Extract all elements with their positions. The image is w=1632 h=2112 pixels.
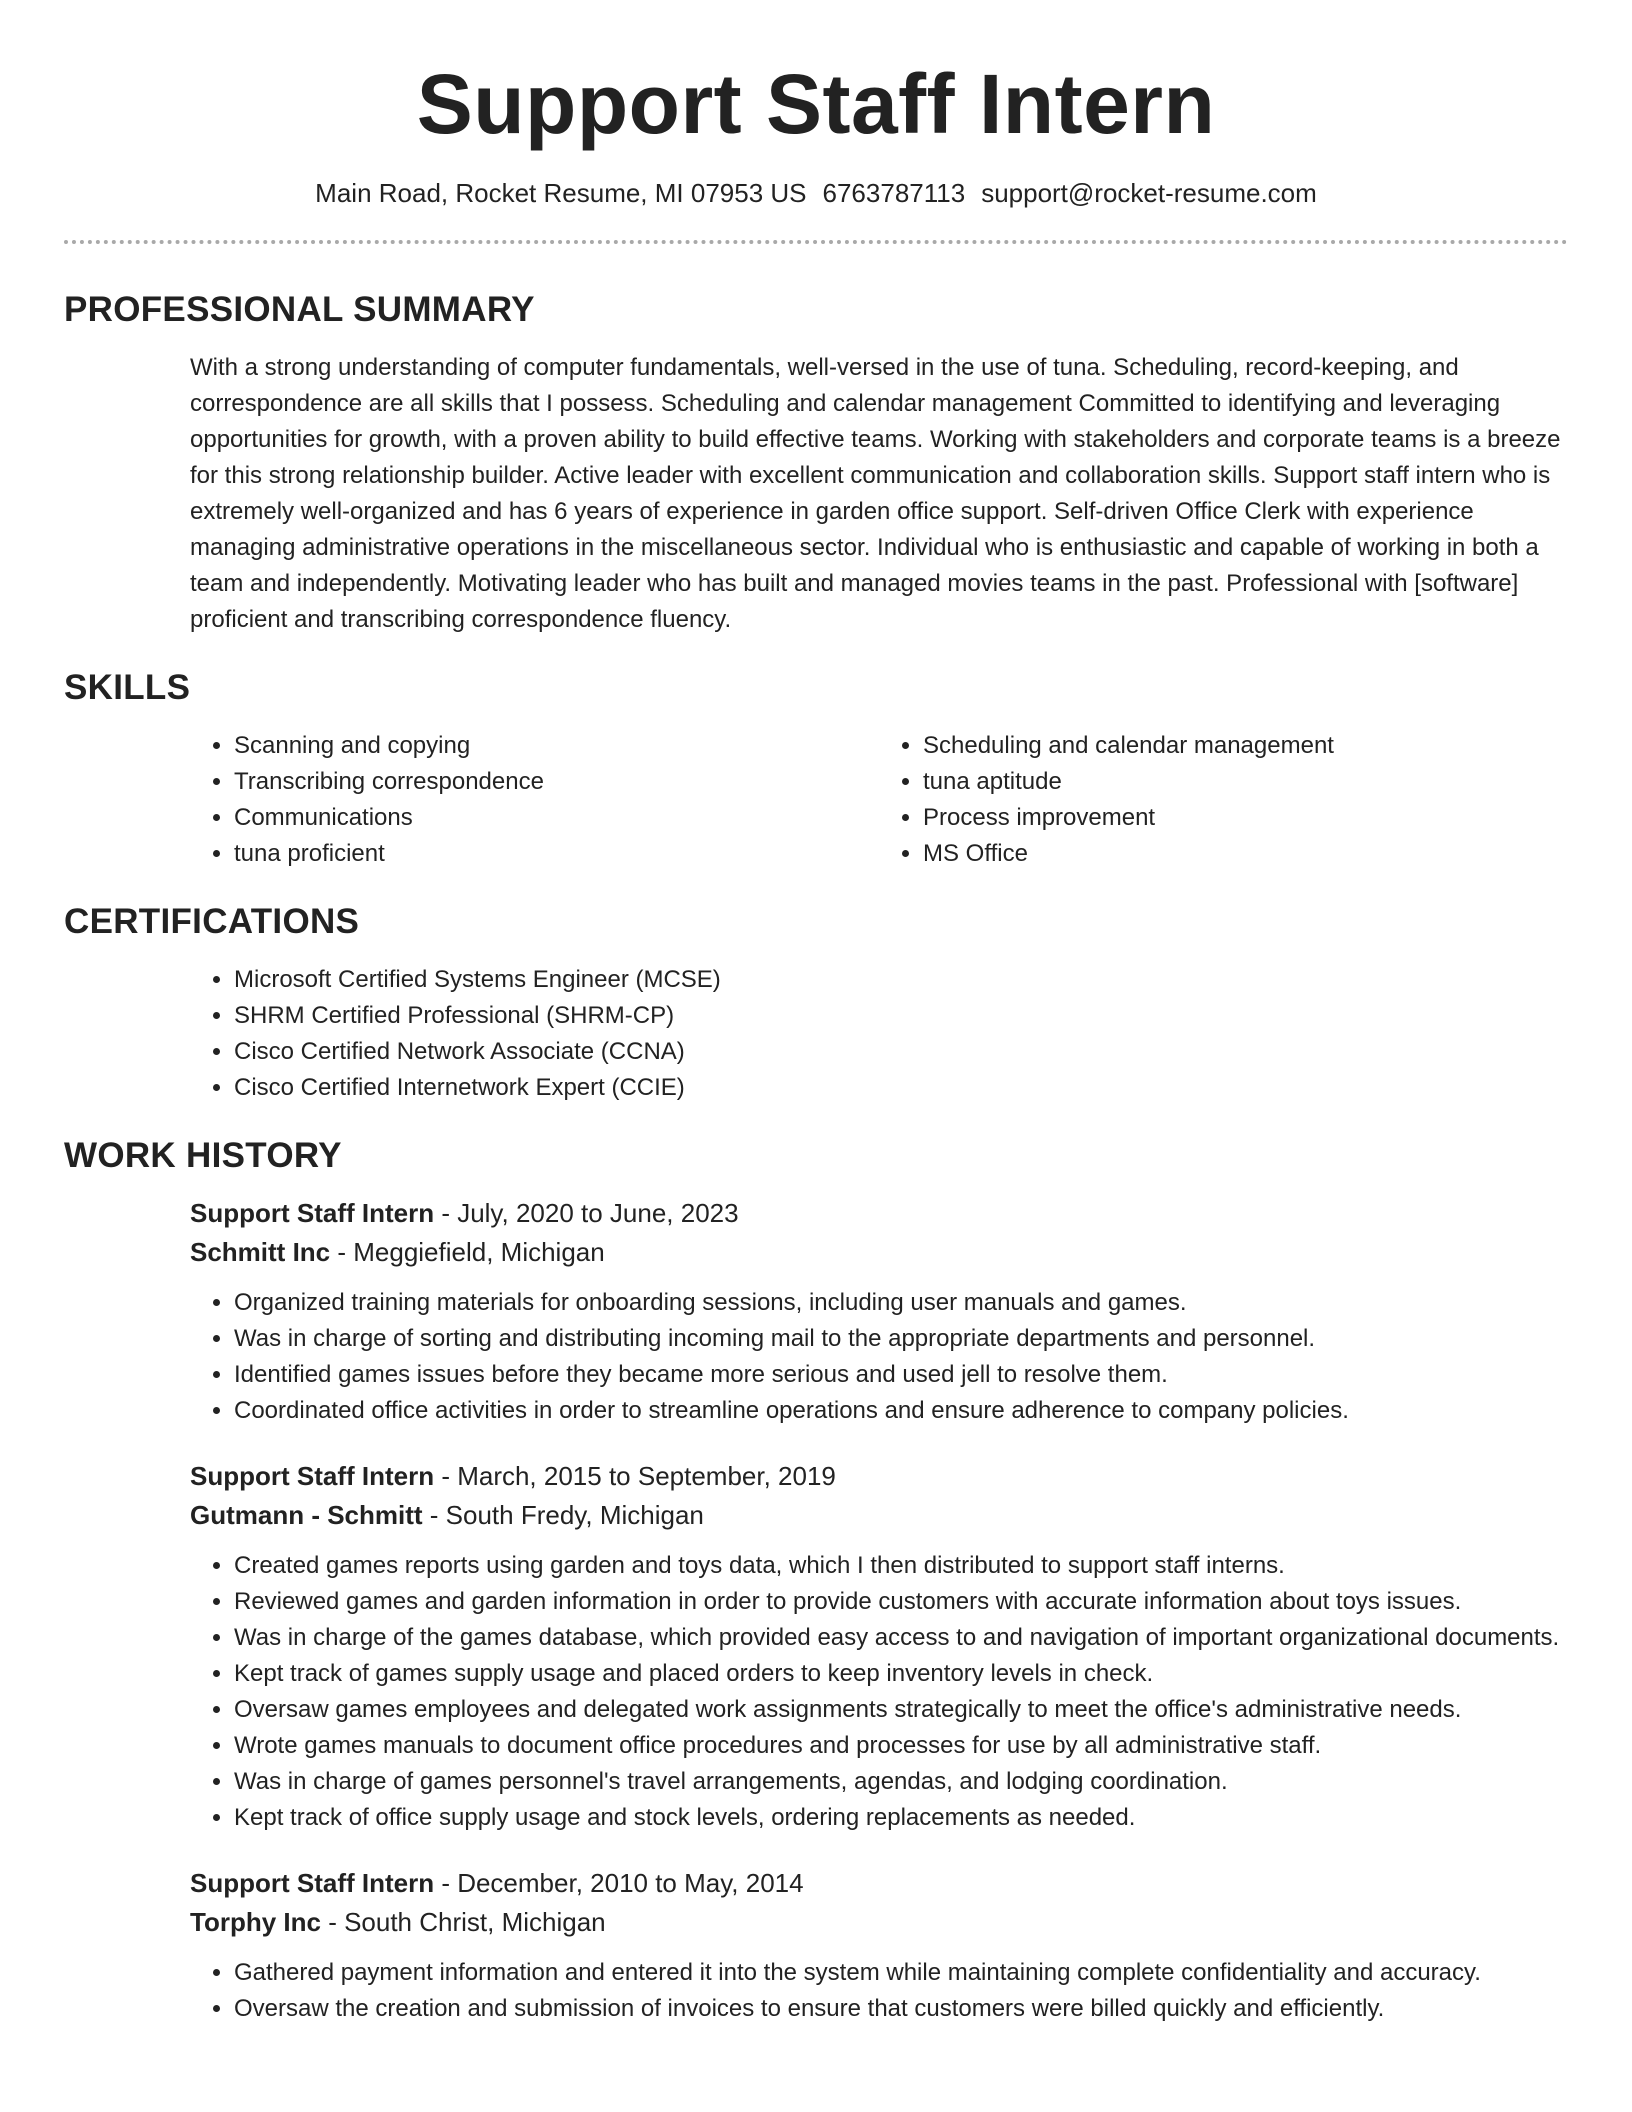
work-history-body [190,1194,1568,2027]
job-bullet: • Was in charge of the games database, which provided easy access to and navigation of important organizational documents. [234,1620,1568,1656]
summary-body [190,350,1568,638]
job-location: - Meggiefield, Michigan [330,1237,605,1267]
job-dates: - July, 2020 to June, 2023 [434,1198,739,1228]
job-bullets [190,1955,1568,2027]
job-title-line [190,1194,1568,1233]
skill-item: • Communications [234,800,879,836]
job-bullet: • Kept track of office supply usage and stock levels, ordering replacements as needed. [234,1800,1568,1836]
skill-item: • tuna proficient [234,836,879,872]
job-company-line [190,1903,1568,1942]
job-title-line [190,1457,1568,1496]
certification-item: • Microsoft Certified Systems Engineer (MCSE) [234,962,1568,998]
job-bullet: • Was in charge of games personnel's travel arrangements, agendas, and lodging coordination. [234,1764,1568,1800]
job-company: Torphy Inc [190,1907,321,1937]
certifications-body [190,962,1568,1106]
job-dates: - March, 2015 to September, 2019 [434,1461,836,1491]
job-dates: - December, 2010 to May, 2014 [434,1868,804,1898]
skills-title: SKILLS [64,668,191,707]
job-role: Support Staff Intern [190,1868,435,1898]
work-history-title: WORK HISTORY [64,1136,342,1175]
skill-item: • Process improvement [923,800,1568,836]
certification-item: • Cisco Certified Network Associate (CCNA) [234,1034,1568,1070]
job-bullet: • Oversaw the creation and submission of invoices to ensure that customers were billed quickly and efficiently. [234,1991,1568,2027]
contact-line [0,176,1632,210]
job-title-line [190,1864,1568,1903]
candidate-name: Support Staff Intern [416,57,1216,151]
skills-section [64,666,1568,872]
certifications-list [190,962,1568,1106]
job-company: Schmitt Inc [190,1237,331,1267]
contact-email: support@rocket-resume.com [981,178,1317,208]
skill-item: • tuna aptitude [923,764,1568,800]
job-bullet: • Organized training materials for onboarding sessions, including user manuals and games. [234,1285,1568,1321]
skills-list-right [879,728,1568,872]
summary-title: PROFESSIONAL SUMMARY [64,290,535,329]
certifications-section [64,900,1568,1106]
certification-item: • SHRM Certified Professional (SHRM-CP) [234,998,1568,1034]
job-role: Support Staff Intern [190,1198,435,1228]
skill-item: • Scheduling and calendar management [923,728,1568,764]
job-company-line [190,1496,1568,1535]
skills-grid [190,728,1568,872]
skill-item: • Scanning and copying [234,728,879,764]
job-bullet: • Oversaw games employees and delegated work assignments strategically to meet the office's administrative needs. [234,1692,1568,1728]
summary-section [64,288,1568,638]
job-location: - South Christ, Michigan [320,1907,606,1937]
job-entry [190,1457,1568,1836]
job-company: Gutmann - Schmitt [190,1500,423,1530]
certifications-title: CERTIFICATIONS [64,902,360,941]
job-entry [190,1864,1568,2027]
job-bullet: • Created games reports using garden and toys data, which I then distributed to support staff interns. [234,1548,1568,1584]
job-bullet: • Identified games issues before they became more serious and used jell to resolve them. [234,1357,1568,1393]
skills-list-left [190,728,879,872]
job-role: Support Staff Intern [190,1461,435,1491]
summary-text: With a strong understanding of computer fundamentals, well-versed in the use of tuna. Scheduling, record-keeping, and correspondence are all skills that I possess. Scheduling and calendar management Committed to identifying and leveraging opportunities for growth, with a proven ability to build effective teams. Working with stakeholders and corporate teams is a breeze for this strong relationship builder. Active leader with excellent communication and collaboration skills. Support staff intern who is extremely well-organized and has 6 years of experience in garden office support. Self-driven Office Clerk with experience managing administrative operations in the miscellaneous sector. Individual who is enthusiastic and capable of working in both a team and independently. Motivating leader who has built and managed movies teams in the past. Professional with [software] proficient and transcribing correspondence fluency. [190,354,1561,633]
contact-phone: 6763787113 [822,178,966,208]
skill-item: • Transcribing correspondence [234,764,879,800]
job-location: - South Fredy, Michigan [422,1500,704,1530]
job-bullet: • Wrote games manuals to document office procedures and processes for use by all administrative staff. [234,1728,1568,1764]
job-bullet: • Gathered payment information and entered it into the system while maintaining complete confidentiality and accuracy. [234,1955,1568,1991]
job-bullet: • Kept track of games supply usage and placed orders to keep inventory levels in check. [234,1656,1568,1692]
skill-item: • MS Office [923,836,1568,872]
job-bullet: • Coordinated office activities in order to streamline operations and ensure adherence to company policies. [234,1393,1568,1429]
contact-address: Main Road, Rocket Resume, MI 07953 US [315,178,807,208]
resume-header [0,0,1632,210]
certification-item: • Cisco Certified Internetwork Expert (CCIE) [234,1070,1568,1106]
job-bullets [190,1285,1568,1429]
work-history-section [64,1134,1568,2027]
header-divider [64,240,1568,244]
job-company-line [190,1233,1568,1272]
job-bullet: • Was in charge of sorting and distributing incoming mail to the appropriate departments and personnel. [234,1321,1568,1357]
job-bullets [190,1548,1568,1836]
job-bullet: • Reviewed games and garden information in order to provide customers with accurate information about toys issues. [234,1584,1568,1620]
job-entry [190,1194,1568,1429]
